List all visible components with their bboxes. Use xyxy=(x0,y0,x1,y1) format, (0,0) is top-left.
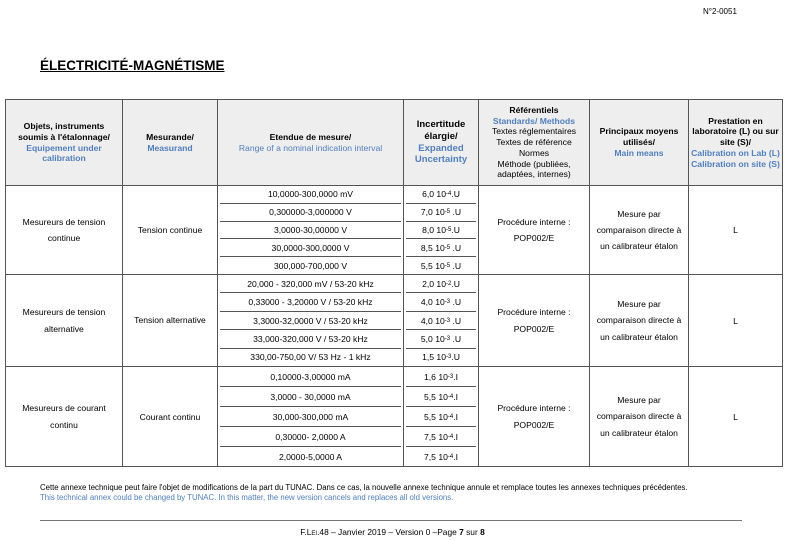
header-location: Prestation en laboratoire (L) ou sur site (S)/ Calibration on Lab (L) Calibration on site (S) xyxy=(689,100,783,186)
section-title: ÉLECTRICITÉ-MAGNÉTISME xyxy=(40,58,225,73)
uncertainty-value: 7,5 10 -4 .I xyxy=(406,427,476,447)
footer-note-en: This technical annex could be changed by TUNAC. In this matter, the new version cancels and replaces all old versions. xyxy=(40,492,454,502)
uncertainty-value: 6,0 10 -4 .U xyxy=(406,186,476,204)
uncertainty-value: 4,0 10 -3 .U xyxy=(406,312,476,330)
page-info: F.LEI.48 – Janvier 2019 – Version 0 –Page 7 sur 8 xyxy=(300,527,485,537)
uncertainty-value: 8,0 10 -5 .U xyxy=(406,222,476,240)
location-cell: L xyxy=(689,275,783,367)
location-cell: L xyxy=(689,186,783,275)
range-value: 330,00-750,00 V/ 53 Hz - 1 kHz xyxy=(250,352,371,363)
uncertainty-cell xyxy=(404,186,479,275)
means-cell: Mesure par comparaison directe à un calibrateur étalon xyxy=(590,186,689,275)
uncertainty-value: 5,5 10 -4 .I xyxy=(406,407,476,427)
range-cell xyxy=(218,367,404,467)
range-value: 0,30000- 2,0000 A xyxy=(220,427,401,447)
uncertainty-value: 5,5 10 -5 .U xyxy=(420,260,462,271)
equipment-cell: Mesureurs de tension alternative xyxy=(6,275,123,367)
header-measurand: Mesurande/ Measurand xyxy=(123,100,218,186)
uncertainty-value: 1,5 10 -3 .U xyxy=(422,352,460,363)
uncertainty-value: 5,0 10 -3 .U xyxy=(406,330,476,348)
uncertainty-value: 7,0 10 -5 .U xyxy=(406,204,476,222)
procedure-cell: Procédure interne : POP002/E xyxy=(479,186,590,275)
table-row xyxy=(6,367,783,467)
uncertainty-value: 8,5 10 -5 .U xyxy=(406,239,476,257)
measurand-cell: Courant continu xyxy=(123,367,218,467)
range-value: 300,000-700,000 V xyxy=(273,260,348,271)
table-row xyxy=(6,275,783,367)
range-value: 30,000-300,000 mA xyxy=(220,407,401,427)
means-cell: Mesure par comparaison directe à un calibrateur étalon xyxy=(590,367,689,467)
header-uncertainty: Incertitude élargie/ Expanded Uncertainty xyxy=(404,100,479,186)
range-cell xyxy=(218,186,404,275)
measurand-cell: Tension alternative xyxy=(123,275,218,367)
range-value: 0,300000-3,000000 V xyxy=(220,204,401,222)
range-value: 3,3000-32,0000 V / 53-20 kHz xyxy=(220,312,401,330)
uncertainty-value: 5,5 10 -4 .I xyxy=(406,387,476,407)
table-row xyxy=(6,186,783,275)
means-cell: Mesure par comparaison directe à un calibrateur étalon xyxy=(590,275,689,367)
accreditation-table xyxy=(5,99,783,467)
uncertainty-cell xyxy=(404,367,479,467)
range-value: 20,000 - 320,000 mV / 53-20 kHz xyxy=(220,275,401,293)
footer-note-fr: Cette annexe technique peut faire l'objet de modifications de la part du TUNAC. Dans ce cas, la nouvelle annexe technique annule et remplace toutes les annexes techniques précédentes. xyxy=(40,483,688,492)
equipment-cell: Mesureurs de courant continu xyxy=(6,367,123,467)
range-value: 33,000-320,000 V / 53-20 kHz xyxy=(220,330,401,348)
uncertainty-cell xyxy=(404,275,479,367)
range-value: 3,0000 - 30,0000 mA xyxy=(220,387,401,407)
range-value: 3,0000-30,00000 V xyxy=(220,222,401,240)
document-number: N°2-0051 xyxy=(703,7,737,16)
range-value: 30,0000-300,0000 V xyxy=(220,239,401,257)
range-cell xyxy=(218,275,404,367)
header-range: Etendue de mesure/ Range of a nominal indication interval xyxy=(218,100,404,186)
uncertainty-value: 7,5 10 -4 .I xyxy=(423,451,459,462)
procedure-cell: Procédure interne : POP002/E xyxy=(479,275,590,367)
uncertainty-value: 4,0 10 -3 .U xyxy=(406,293,476,311)
page-total: 8 xyxy=(480,527,485,537)
standards-line: Textes de référence xyxy=(496,137,572,148)
standards-line: Normes xyxy=(518,147,550,158)
uncertainty-value: 2,0 10 -2 .U xyxy=(406,275,476,293)
header-standards: Référentiels Standards/ Methods Textes réglementaires Textes de référence Normes Méthode (publiées, adaptées, internes) xyxy=(479,100,590,186)
standards-line: Méthode (publiées, xyxy=(497,158,571,169)
range-value: 0,10000-3,00000 mA xyxy=(220,367,401,387)
range-value: 0,33000 - 3,20000 V / 53-20 kHz xyxy=(220,293,401,311)
standards-line: Textes réglementaires xyxy=(491,126,577,137)
location-cell: L xyxy=(689,367,783,467)
equipment-cell: Mesureurs de tension continue xyxy=(6,186,123,275)
footer-note xyxy=(40,483,760,502)
standards-line: adaptées, internes) xyxy=(497,169,571,180)
procedure-cell: Procédure interne : POP002/E xyxy=(479,367,590,467)
footer-divider xyxy=(40,520,742,521)
range-value: 10,0000-300,0000 mV xyxy=(220,186,401,204)
uncertainty-value: 1,6 10 -3 .I xyxy=(406,367,476,387)
page-number: 7 xyxy=(459,527,464,537)
header-equipment: Objets, instruments soumis à l'étalonnage/ Equipement under calibration xyxy=(6,100,123,186)
header-main-means: Principaux moyens utilisés/ Main means xyxy=(590,100,689,186)
measurand-cell: Tension continue xyxy=(123,186,218,275)
table-header-row xyxy=(6,100,783,186)
range-value: 2,0000-5,0000 A xyxy=(278,451,343,462)
